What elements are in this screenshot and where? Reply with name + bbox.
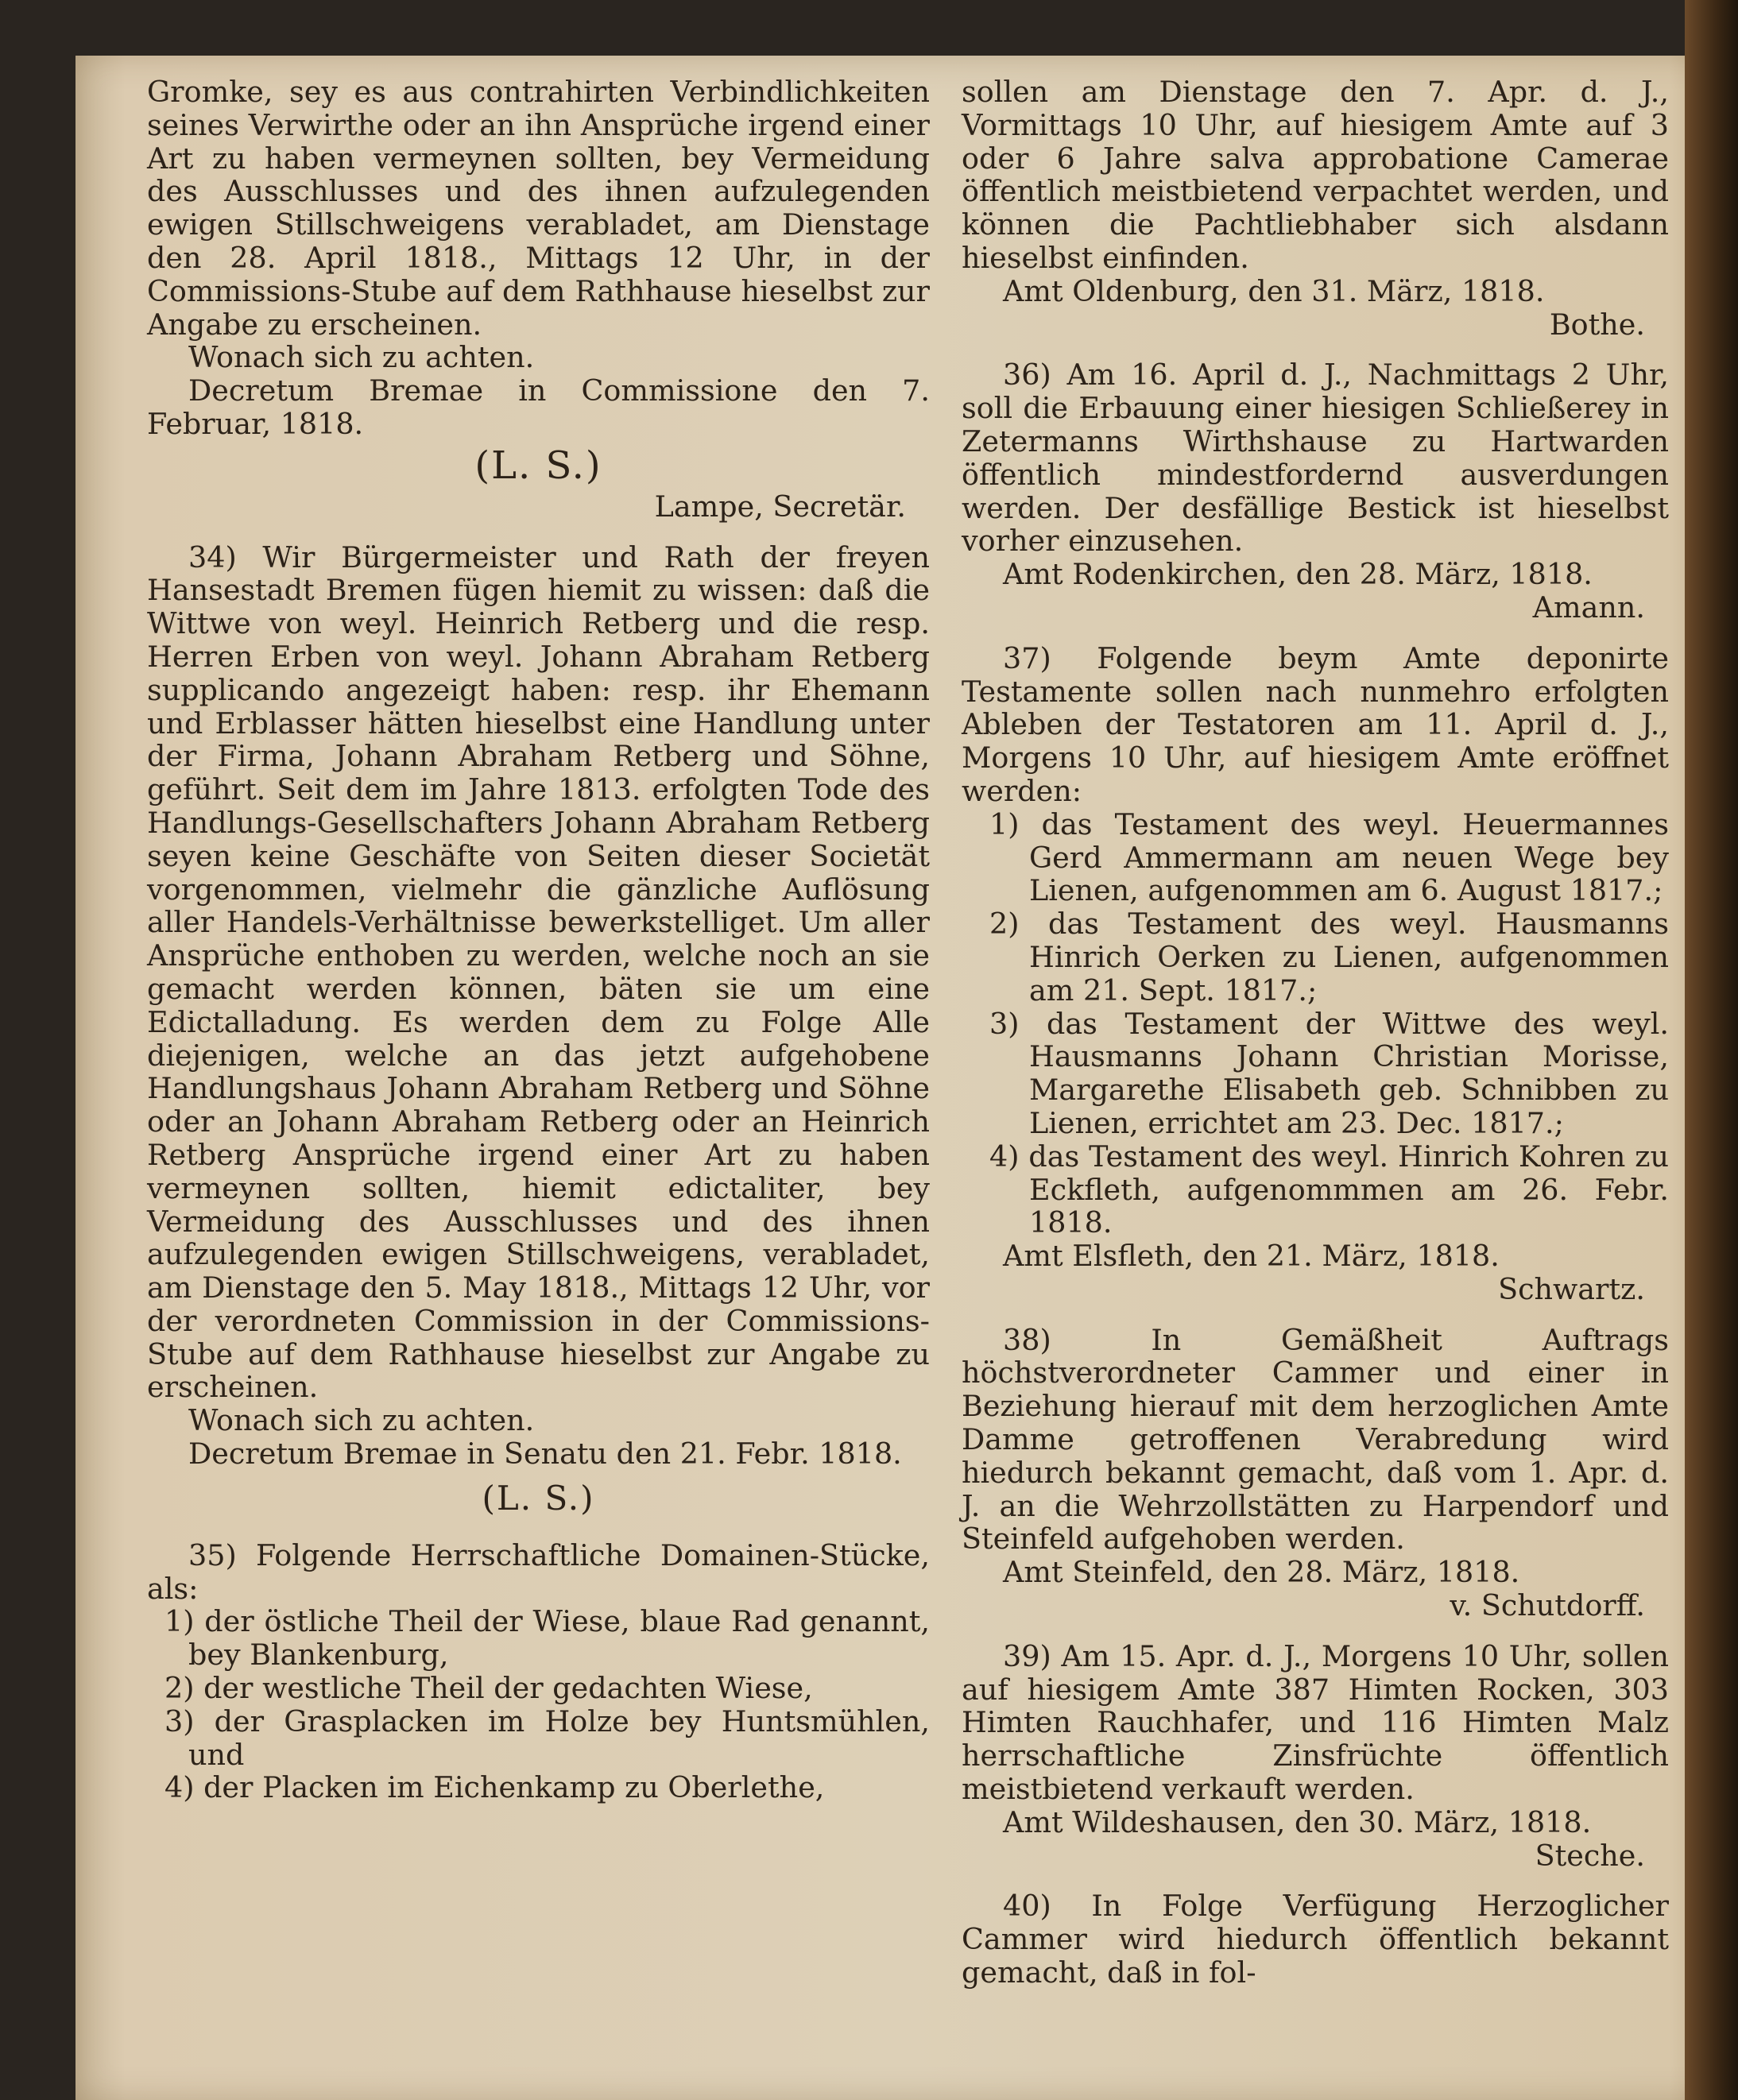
paragraph: sollen am Dienstage den 7. Apr. d. J., Vormittags 10 Uhr, auf hiesigem Amte auf 3 oder 6 Jahre salva approbatione Camerae öffentlich meistbietend verpachtet werden, und können die Pachtliebhaber sich alsdann hieselbst einfinden.: [962, 75, 1669, 275]
paragraph: Amt Elsfleth, den 21. März, 1818.: [1003, 1239, 1500, 1274]
paragraph: 3) das Testament der Wittwe des weyl. Hausmanns Johann Christian Morisse, Margarethe Elisabeth geb. Schnibben zu Lienen, errichtet am 23. Dec. 1817.;: [989, 1006, 1669, 1140]
right-column: [962, 75, 1669, 1990]
paragraph: Wonach sich zu achten.: [188, 340, 535, 375]
paragraph: Bothe.: [1549, 307, 1645, 342]
paragraph: 2) der westliche Theil der gedachten Wiese,: [165, 1671, 813, 1706]
paragraph: Lampe, Secretär.: [654, 489, 906, 524]
paragraph: 3) der Grasplacken im Holze bey Huntsmühlen, und: [165, 1704, 930, 1772]
paragraph: 38) In Gemäßheit Auftrags höchstverordneter Cammer und einer in Beziehung hierauf mit dem herzoglichen Amte Damme getroffenen Verabredung wird hiedurch bekannt gemacht, daß vom 1. Apr. d. J. an die Wehrzollstätten zu Harpendorf und Steinfeld aufgehoben werden.: [962, 1322, 1669, 1557]
paragraph: 40) In Folge Verfügung Herzoglicher Cammer wird hiedurch öffentlich bekannt gemacht, daß in fol-: [962, 1889, 1669, 1990]
paragraph: (L. S.): [482, 1478, 595, 1518]
paragraph: 2) das Testament des weyl. Hausmanns Hinrich Oerken zu Lienen, aufgenommen am 21. Sept. 1817.;: [989, 907, 1669, 1007]
paragraph: Steche.: [1535, 1838, 1645, 1873]
paragraph: 4) das Testament des weyl. Hinrich Kohren zu Eckfleth, aufgenommmen am 26. Febr. 1818.: [989, 1139, 1669, 1240]
paragraph: Amt Wildeshausen, den 30. März, 1818.: [1003, 1804, 1592, 1839]
paragraph: 35) Folgende Herrschaftliche Domainen-Stücke, als:: [147, 1537, 930, 1606]
paragraph: Gromke, sey es aus contrahirten Verbindlichkeiten seines Verwirthe oder an ihn Ansprüche irgend einer Art zu haben vermeynen sollten, bey Vermeidung des Ausschlusses und des ihnen aufzulegenden ewigen Stillschweigens verabladet, am Dienstage den 28. April 1818., Mittags 12 Uhr, in der Commissions-Stube auf dem Rathhause hieselbst zur Angabe zu erscheinen.: [147, 75, 930, 342]
paragraph: (L. S.): [474, 443, 602, 488]
paragraph: 36) Am 16. April d. J., Nachmittags 2 Uhr, soll die Erbauung einer hiesigen Schließerey in Zetermanns Wirthshause zu Hartwarden öffentlich mindestfordernd ausverdungen werden. Der desfällige Bestick ist hieselbst vorher einzusehen.: [962, 358, 1669, 559]
paragraph: 4) der Placken im Eichenkamp zu Oberlethe,: [165, 1770, 825, 1805]
paragraph: Amt Steinfeld, den 28. März, 1818.: [1003, 1555, 1520, 1590]
paragraph: 1) der östliche Theil der Wiese, blaue Rad genannt, bey Blankenburg,: [165, 1604, 930, 1673]
paragraph: Wonach sich zu achten.: [188, 1403, 535, 1438]
paragraph: 34) Wir Bürgermeister und Rath der freyen Hansestadt Bremen fügen hiemit zu wissen: daß die Wittwe von weyl. Heinrich Retberg und die resp. Herren Erben von weyl. Johann Abraham Retberg supplicando angezeigt haben: resp. ihr Ehemann und Erblasser hätten hieselbst eine Handlung unter der Firma, Johann Abraham Retberg und Söhne, geführt. Seit dem im Jahre 1813. erfolgten Tode des Handlungs-Gesellschafters Johann Abraham Retberg seyen keine Geschäfte von Seiten dieser Societät vorgenommen, vielmehr die gänzliche Auflösung aller Handels-Verhältnisse bewerkstelliget. Um aller Ansprüche enthoben zu werden, welche noch an sie gemacht werden können, bäten sie um eine Edictalladung. Es werden dem zu Folge Alle diejenigen, welche an das jetzt aufgehobene Handlungshaus Johann Abraham Retberg und Söhne oder an Johann Abraham Retberg oder an Heinrich Retberg Ansprüche irgend einer Art zu haben vermeynen sollten, hiemit edictaliter, bey Vermeidung des Ausschlusses und des ihnen aufzulegenden ewigen Stillschweigens, verabladet, am Dienstage den 5. May 1818., Mittags 12 Uhr, vor der verordneten Commission in der Commissions-Stube auf dem Rathhause hieselbst zur Angabe zu erscheinen.: [147, 540, 930, 1405]
paragraph: 39) Am 15. Apr. d. J., Morgens 10 Uhr, sollen auf hiesigem Amte 387 Himten Rocken, 303 Himten Rauchhafer, und 116 Himten Malz herrschaftliche Zinsfrüchte öffentlich meistbietend verkauft werden.: [962, 1638, 1669, 1807]
paragraph: Amt Oldenburg, den 31. März, 1818.: [1003, 273, 1545, 308]
paragraph: Decretum Bremae in Senatu den 21. Febr. 1818.: [188, 1437, 902, 1472]
paragraph: 1) das Testament des weyl. Heuermannes Gerd Ammermann am neuen Wege bey Lienen, aufgenommen am 6. August 1817.;: [989, 806, 1669, 908]
left-column: [147, 75, 930, 1804]
paragraph: Decretum Bremae in Commissione den 7. Februar, 1818.: [147, 373, 930, 441]
book-spine: [1685, 0, 1738, 2100]
paragraph: Schwartz.: [1498, 1271, 1645, 1306]
paragraph: 37) Folgende beym Amte deponirte Testamente sollen nach nunmehro erfolgten Ableben der Testatoren am 11. April d. J., Morgens 10 Uhr, auf hiesigem Amte eröffnet werden:: [962, 640, 1669, 808]
paragraph: Amt Rodenkirchen, den 28. März, 1818.: [1003, 557, 1593, 592]
paragraph: v. Schutdorff.: [1450, 1588, 1645, 1623]
paragraph: Amann.: [1532, 590, 1645, 625]
